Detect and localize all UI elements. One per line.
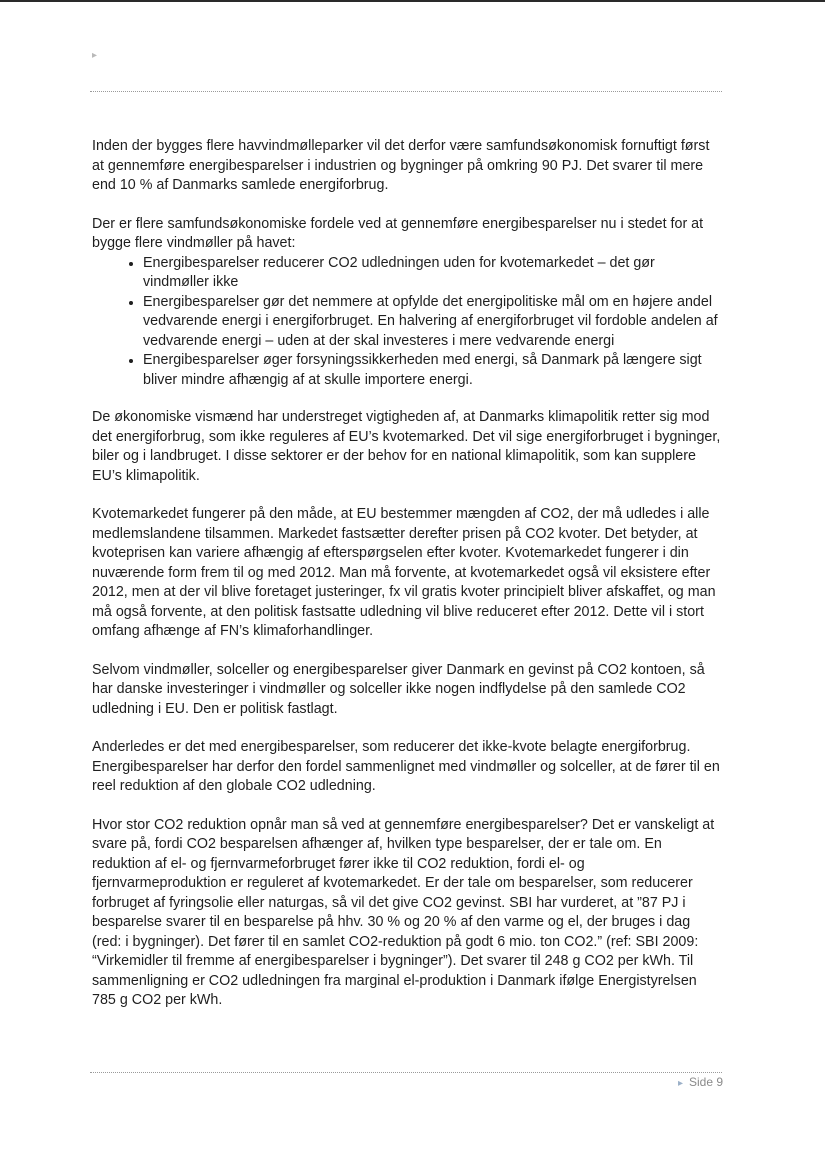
list-item: • Energibesparelser reducerer CO2 udledningen uden for kvotemarkedet – det gør vindmøller ikke (143, 254, 722, 293)
paragraph-2-intro: Der er flere samfundsøkonomiske fordele ved at gennemføre energibesparelser nu i stedet for at bygge flere vindmøller på havet: (92, 215, 704, 251)
paragraph-3: De økonomiske vismænd har understreget vigtigheden af, at Danmarks klimapolitik retter sig mod det energiforbrug, som ikke reguleres af EU’s kvotemarked. Det vil sige energiforbruget i bygninger, biler og i landbruget. I disse sektorer er der behov for en national klimapolitik, som kan supplere EU’s klimapolitik. (92, 409, 721, 484)
paragraph-6: Anderledes er det med energibesparelser, som reducerer det ikke-kvote belagte energiforbrug. Energibesparelser har derfor den fordel sammenlignet med vindmøller og solceller, at de fører til en reel reduktion af den globale CO2 udledning. (92, 739, 720, 794)
paragraph-5: Selvom vindmøller, solceller og energibesparelser giver Danmark en gevinst på CO2 kontoen, så har danske investeringer i vindmøller og solceller ikke nogen indflydelse på den samlede CO2 udledning i EU. Den er politisk fastlagt. (92, 661, 705, 717)
paragraph-7: Hvor stor CO2 reduktion opnår man så ved at gennemføre energibesparelser? Det er vanskeligt at svare på, fordi CO2 besparelsen afhænger af, hvilken type besparelser, der er tale om. En reduktion af el- og fjernvarmeforbruget fører ikke til CO2 reduktion, fordi el- og fjernvarmeproduktion er reguleret af kvotemarkedet. Er der tale om besparelser, som reducerer forbruget af fyringsolie eller naturgas, så vil det give CO2 gevinst. SBI har vurderet, at ”87 PJ i besparelse svarer til en besparelse på hhv. 30 % og 20 % af den varme og el, der bruges i dag (red: i bygninger). Det fører til en samlet CO2-reduktion på godt 6 mio. ton CO2.” (ref: SBI 2009: “Virkemidler til fremme af energibesparelser i bygninger”). Det svarer til 248 g CO2 per kWh. Til sammenligning er CO2 udledningen fra marginal el-produktion i Danmark ifølge Energistyrelsen 785 g CO2 per kWh. (92, 816, 715, 1008)
header-divider (90, 91, 722, 92)
header-arrow-icon: ▸ (92, 50, 98, 61)
scan-top-edge (0, 0, 825, 2)
list-item: • Energibesparelser gør det nemmere at opfylde det energipolitiske mål om en højere andel vedvarende energi i energiforbruget. En halvering af energiforbruget vil fordoble andelen af vedvarende energi – uden at der skal investeres i mere vedvarende energi (143, 293, 722, 352)
paragraph-4: Kvotemarkedet fungerer på den måde, at EU bestemmer mængden af CO2, der må udledes i alle medlemslandene tilsammen. Markedet fastsætter derefter prisen på CO2 kvoter. Det betyder, at kvoteprisen kan variere afhængig af efterspørgselen efter kvoter. Kvotemarkedet fungerer i din nuværende form frem til og med 2012. Man må forvente, at kvotemarkedet også vil eksistere efter 2012, men at der vil blive foretaget justeringer, fx vil gratis kvoter principielt bliver afskaffet, og man må også forvente, at den politisk fastsatte udledning vil blive reduceret efter 2012. Dette vil i stort omfang afhænge af FN’s klimaforhandlinger. (92, 506, 716, 639)
paragraph-1: Inden der bygges flere havvindmølleparker vil det derfor være samfundsøkonomisk fornuftigt først at gennemføre energibesparelser i industrien og bygninger på omkring 90 PJ. Det svarer til mere end 10 % af Danmarks samlede energiforbrug. (92, 138, 710, 193)
page-body (92, 137, 722, 1030)
page-number: Side 9 (688, 1075, 723, 1089)
list-item: • Energibesparelser øger forsyningssikkerheden med energi, så Danmark på længere sigt bliver mindre afhængig af at skulle importere energi. (143, 351, 722, 390)
footer-divider (90, 1072, 722, 1073)
page-footer (678, 1075, 723, 1089)
footer-arrow-icon: ▸ (677, 1078, 683, 1089)
benefits-list (92, 254, 722, 391)
